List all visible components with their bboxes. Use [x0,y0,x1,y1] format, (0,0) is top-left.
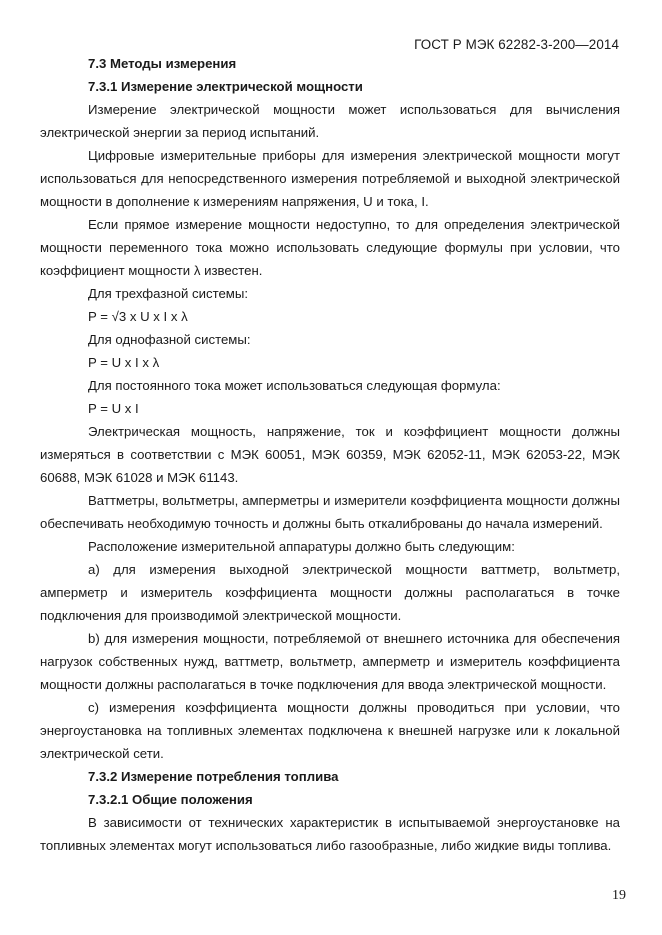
paragraph: Ваттметры, вольтметры, амперметры и измерители коэффициента мощности должны обеспечивать необходимую точность и должны быть откалиброваны до начала измерений. [40,493,620,531]
formula: P = U x I x λ [88,355,160,370]
section-heading-7-3-1: 7.3.1 Измерение электрической мощности [88,79,363,94]
list-item: а) для измерения выходной электрической мощности ваттметр, вольтметр, амперметр и измеритель коэффициента мощности должны располагаться в точке подключения для производимой электрической мощности. [40,562,620,623]
paragraph: Если прямое измерение мощности недоступно, то для определения электрической мощности переменного тока можно использовать следующие формулы при условии, что коэффициент мощности λ известен. [40,217,620,278]
paragraph: Для однофазной системы: [88,332,251,347]
section-heading-7-3: 7.3 Методы измерения [88,56,237,71]
page-number: 19 [612,888,626,903]
document-code: ГОСТ Р МЭК 62282-3-200—2014 [414,37,619,52]
list-item: b) для измерения мощности, потребляемой от внешнего источника для обеспечения нагрузок собственных нужд, ваттметр, вольтметр, амперметр и измеритель коэффициента мощности должны располагаться в точке подключения для ввода электрической мощности. [40,631,620,692]
section-heading-7-3-2-1: 7.3.2.1 Общие положения [88,792,253,807]
paragraph: В зависимости от технических характеристик в испытываемой энергоустановке на топливных элементах могут использоваться либо газообразные, либо жидкие виды топлива. [40,815,620,853]
list-item: c) измерения коэффициента мощности должны проводиться при условии, что энергоустановка на топливных элементах подключена к внешней нагрузке или к локальной электрической сети. [40,700,620,761]
page-body [40,50,620,857]
paragraph: Для постоянного тока может использоваться следующая формула: [88,378,501,393]
section-heading-7-3-2: 7.3.2 Измерение потребления топлива [88,769,339,784]
paragraph: Измерение электрической мощности может использоваться для вычисления электрической энергии за период испытаний. [40,102,620,140]
paragraph: Электрическая мощность, напряжение, ток и коэффициент мощности должны измеряться в соответствии с МЭК 60051, МЭК 60359, МЭК 62052-11, МЭК 62053-22, МЭК 60688, МЭК 61028 и МЭК 61143. [40,424,620,485]
formula: P = U x I [88,401,139,416]
paragraph: Для трехфазной системы: [88,286,249,301]
paragraph: Цифровые измерительные приборы для измерения электрической мощности могут использоваться для непосредственного измерения потребляемой и выходной электрической мощности в дополнение к измерениям напряжения, U и тока, I. [40,148,620,209]
paragraph: Расположение измерительной аппаратуры должно быть следующим: [88,539,515,554]
formula: P = √3 x U x I x λ [88,309,188,324]
